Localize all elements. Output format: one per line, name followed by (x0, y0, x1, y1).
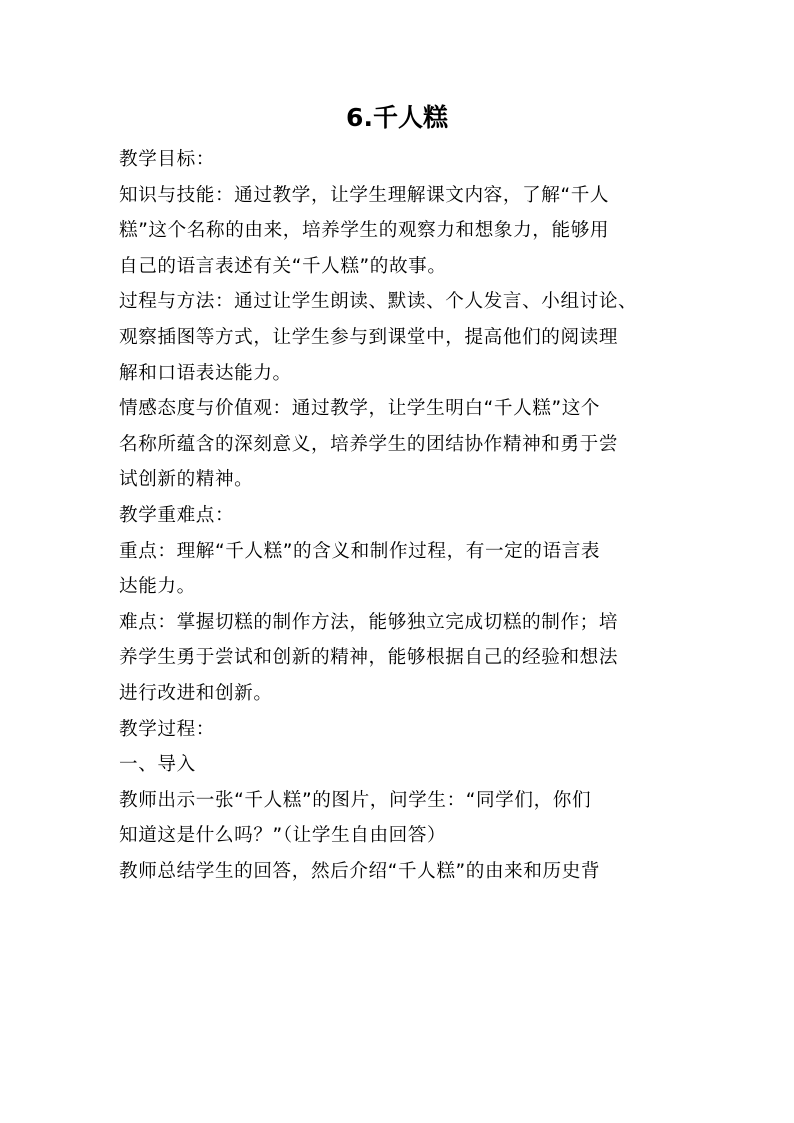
text-line: 试创新的精神。 (119, 469, 254, 491)
text-line: 达能力。 (119, 576, 196, 598)
text-line: 知道这是什么吗？”（让学生自由回答） (119, 825, 447, 847)
text-line: 教学重难点： (119, 504, 235, 526)
text-line: 教学过程： (119, 718, 215, 740)
text-line: 解和口语表达能力。 (119, 362, 292, 384)
text-line: 难点：掌握切糕的制作方法，能够独立完成切糕的制作；培 (119, 611, 619, 633)
text-line: 观察插图等方式，让学生参与到课堂中，提高他们的阅读理 (119, 326, 619, 348)
document-body (119, 142, 679, 889)
text-line: 自己的语言表述有关“千人糕”的故事。 (119, 255, 447, 277)
text-line: 一、导入 (119, 754, 196, 776)
text-line: 重点：理解“千人糕”的含义和制作过程，有一定的语言表 (119, 540, 601, 562)
text-line: 过程与方法：通过让学生朗读、默读、个人发言、小组讨论、 (119, 291, 638, 313)
text-line: 知识与技能：通过教学，让学生理解课文内容，了解“千人 (119, 184, 610, 206)
text-line: 教师出示一张“千人糕”的图片，问学生：“同学们，你们 (119, 789, 592, 811)
text-line: 糕”这个名称的由来，培养学生的观察力和想象力，能够用 (119, 220, 610, 242)
text-line: 教学目标： (119, 149, 215, 170)
text-line: 教师总结学生的回答，然后介绍“千人糕”的由来和历史背 (119, 860, 601, 882)
document-title: 6.千人糕 (346, 103, 448, 132)
text-line: 进行改进和创新。 (119, 682, 273, 704)
text-line: 养学生勇于尝试和创新的精神，能够根据自己的经验和想法 (119, 647, 619, 669)
text-line: 名称所蕴含的深刻意义，培养学生的团结协作精神和勇于尝 (119, 433, 619, 455)
text-line: 情感态度与价值观：通过教学，让学生明白“千人糕”这个 (119, 398, 601, 420)
